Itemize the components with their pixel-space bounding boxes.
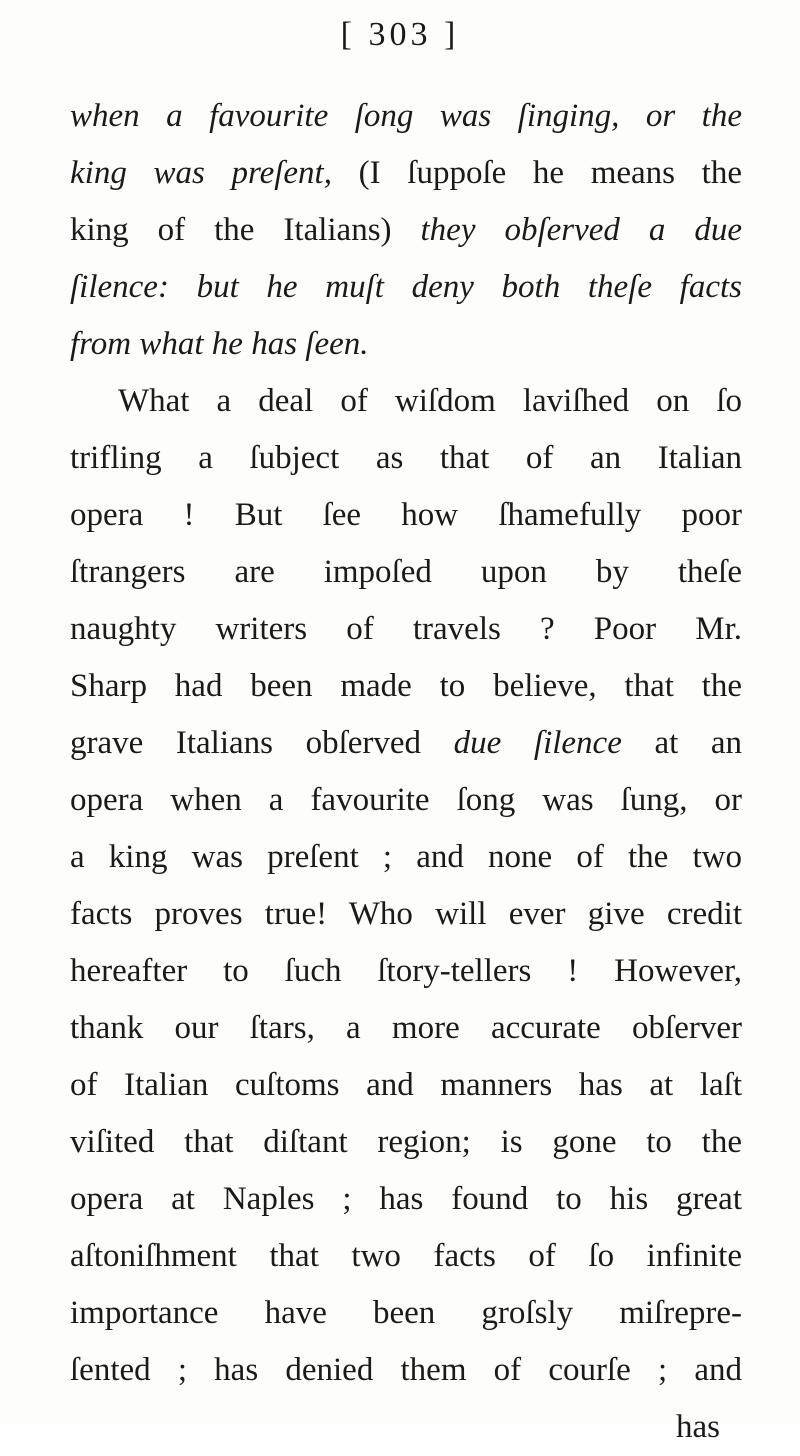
roman-text: hereafter to ſuch ſtory-tellers ! However, (70, 953, 742, 989)
text-line (70, 487, 742, 544)
text-line (70, 316, 742, 373)
text-line (70, 601, 742, 658)
italic-text: king was preſent, (70, 155, 332, 191)
roman-text: opera ! But ſee how ſhamefully poor (70, 497, 742, 533)
roman-text: ſtrangers are impoſed upon by theſe (70, 554, 742, 590)
roman-text: (I ſuppoſe he means the (331, 155, 742, 191)
roman-text: facts proves true! Who will ever give credit (70, 896, 742, 932)
text-line (70, 772, 742, 829)
text-line (70, 1114, 742, 1171)
text-line (70, 658, 742, 715)
roman-text: thank our ſtars, a more accurate obſerver (70, 1010, 742, 1046)
roman-text: What a deal of wiſdom laviſhed on ſo (118, 383, 742, 419)
text-line (70, 1285, 742, 1342)
text-line (70, 715, 742, 772)
text-line (70, 202, 742, 259)
text-line (70, 145, 742, 202)
text-line (70, 259, 742, 316)
text-line (70, 430, 742, 487)
roman-text: of Italian cuſtoms and manners has at laſt (70, 1067, 742, 1103)
roman-text: trifling a ſubject as that of an Italian (70, 440, 742, 476)
italic-text: due ſilence (453, 725, 622, 761)
text-line (70, 1342, 742, 1399)
italic-text: when a favourite ſong was ſinging, or the (70, 98, 742, 134)
text-line (70, 544, 742, 601)
roman-text: viſited that diſtant region; is gone to the (70, 1124, 742, 1160)
roman-text: grave Italians obſerved (70, 725, 454, 761)
text-line (70, 829, 742, 886)
roman-text: a king was preſent ; and none of the two (70, 839, 742, 875)
page-number: [ 303 ] (340, 16, 460, 53)
roman-text: naughty writers of travels ? Poor Mr. (70, 611, 742, 647)
roman-text: at an (621, 725, 742, 761)
text-line (70, 886, 742, 943)
roman-text: Sharp had been made to believe, that the (70, 668, 742, 704)
text-line (70, 1228, 742, 1285)
italic-text: ſilence: but he muſt deny both theſe facts (70, 269, 742, 305)
roman-text: aſtoniſhment that two facts of ſo infinite (70, 1238, 742, 1274)
text-line (70, 373, 742, 430)
catchword: has (676, 1409, 720, 1445)
roman-text: opera at Naples ; has found to his great (70, 1181, 742, 1217)
roman-text: ſented ; has denied them of courſe ; and (70, 1352, 742, 1388)
roman-text: importance have been groſsly miſrepre- (70, 1295, 742, 1331)
text-line (70, 1171, 742, 1228)
italic-text: from what he has ſeen. (70, 326, 369, 362)
text-line (70, 943, 742, 1000)
body-text (70, 88, 742, 1456)
roman-text: opera when a favourite ſong was ſung, or (70, 782, 742, 818)
roman-text: king of the Italians) (70, 212, 421, 248)
text-line (70, 1000, 742, 1057)
italic-text: they obſerved a due (420, 212, 743, 248)
text-line (70, 88, 742, 145)
text-line (70, 1057, 742, 1114)
